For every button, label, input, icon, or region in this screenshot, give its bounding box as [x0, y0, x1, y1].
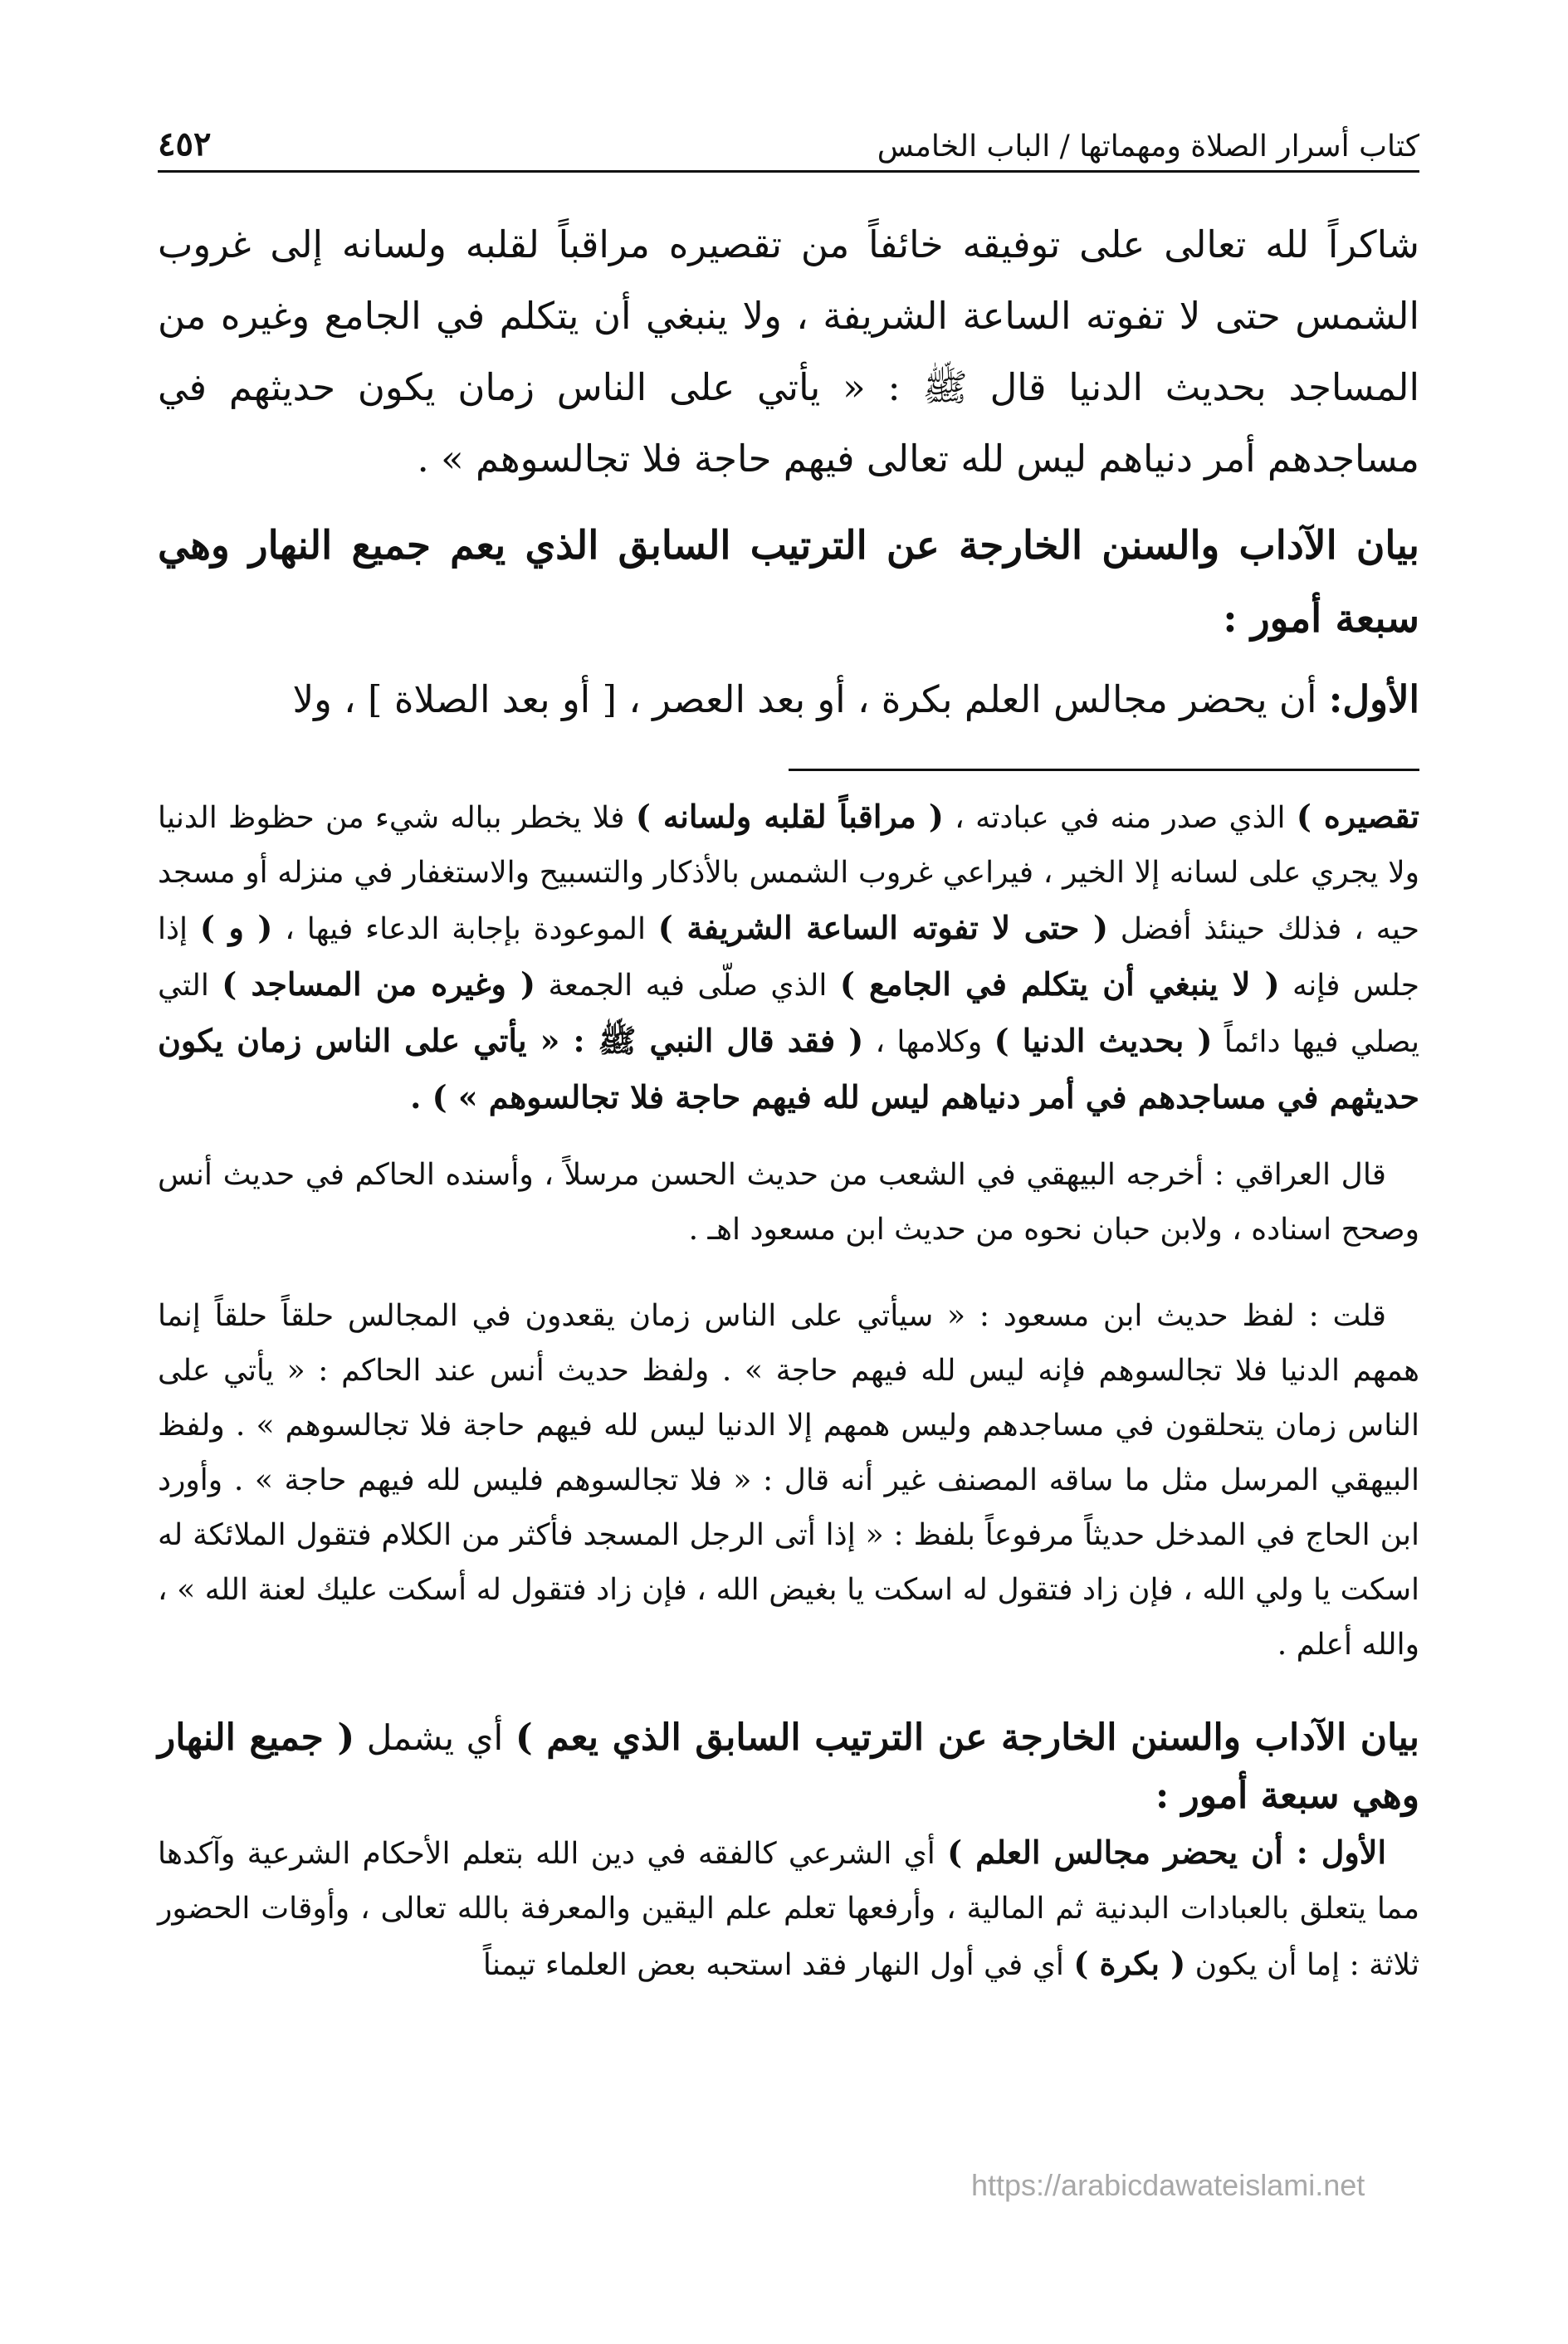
text-run: الذي صلّى فيه الجمعة: [535, 969, 840, 1003]
section-heading: بيان الآداب والسنن الخارجة عن الترتيب السابق الذي يعم جميع النهار وهي سبعة أمور :: [158, 523, 1419, 642]
bold-quote-run: ( و ): [199, 909, 273, 946]
bold-quote-run: الأول : أن يحضر مجالس العلم ): [947, 1834, 1386, 1871]
text-run: الموعودة بإجابة الدعاء فيها ،: [272, 912, 658, 946]
text-run: وكلامها ،: [863, 1025, 994, 1059]
main-paragraph: شاكراً لله تعالى على توفيقه خائفاً من تقصيره مراقباً لقلبه ولسانه إلى غروب الشمس حتى لا تفوته الساعة الشريفة ، ولا ينبغي أن يتكلم في الجامع وغيره من المساجد بحديث الدنيا قال ﷺ : « يأتي على الناس زمان يكون حديثهم في مساجدهم أمر دنياهم ليس لله تعالى فيهم حاجة فلا تجالسوهم » .: [158, 222, 1419, 481]
commentary-heading: [158, 1709, 1419, 1825]
bold-quote-run: ( بكرة ): [1073, 1945, 1186, 1982]
commentary-paragraph: [158, 1825, 1419, 1993]
page-number: ٤٥٢: [158, 125, 212, 164]
bold-quote-run: بيان الآداب والسنن الخارجة عن الترتيب السابق الذي يعم ): [515, 1716, 1419, 1759]
bold-quote-run: ( حتى لا تفوته الساعة الشريفة ): [657, 909, 1108, 946]
first-item-label: الأول:: [1328, 677, 1419, 721]
running-title: كتاب أسرار الصلاة ومهماتها / الباب الخامس: [877, 129, 1419, 164]
text-run: التي يصلي فيها دائماً: [158, 969, 1419, 1059]
commentary-paragraph: قال العراقي : أخرجه البيهقي في الشعب من حديث الحسن مرسلاً ، وأسنده الحاكم في حديث أنس وصحح اسناده ، ولابن حبان نحوه من حديث ابن مسعود اهـ .: [158, 1158, 1419, 1247]
text-run: إذا جلس فإنه: [158, 912, 1419, 1003]
commentary: [158, 789, 1419, 1993]
footnote-divider: [789, 769, 1419, 771]
bold-quote-run: ( بحديث الدنيا ): [994, 1022, 1213, 1059]
first-item-text: أن يحضر مجالس العلم بكرة ، أو بعد العصر ، [ أو بعد الصلاة ] ، ولا: [292, 677, 1317, 721]
text-run: الذي صدر منه في عبادته ،: [943, 801, 1297, 835]
running-header: [158, 125, 1419, 173]
text-run: أي يشمل: [354, 1717, 515, 1758]
bold-quote-run: ( لا ينبغي أن يتكلم في الجامع ): [839, 965, 1280, 1003]
bold-quote-run: تقصيره ): [1296, 798, 1419, 835]
watermark: https://arabicdawateislami.net: [971, 2168, 1365, 2202]
book-page: [158, 125, 1419, 1993]
text-run: أي في أول النهار فقد استحبه بعض العلماء تيمناً: [482, 1948, 1074, 1982]
bold-quote-run: ( فقد قال النبي ﷺ : « يأتي على الناس زمان يكون حديثهم في مساجدهم في أمر دنياهم ليس لله فيهم حاجة فلا تجالسوهم » ) .: [158, 1022, 1419, 1116]
commentary-paragraph: [158, 789, 1419, 1126]
commentary-paragraph: قلت : لفظ حديث ابن مسعود : « سيأتي على الناس زمان يقعدون في المجالس حلقاً حلقاً إنما همهم الدنيا فلا تجالسوهم فإنه ليس لله فيهم حاجة » . ولفظ حديث أنس عند الحاكم : « يأتي على الناس زمان يتحلقون في مساجدهم وليس همهم إلا الدنيا ليس لله فيهم حاجة فلا تجالسوهم » . ولفظ البيهقي المرسل مثل ما ساقه المصنف غير أنه قال : « فلا تجالسوهم فليس لله فيهم حاجة » . وأورد ابن الحاج في المدخل حديثاً مرفوعاً بلفظ : « إذا أتى الرجل المسجد فأكثر من الكلام فتقول الملائكة له اسكت يا ولي الله ، فإن زاد فتقول له اسكت يا بغيض الله ، فإن زاد فتقول له أسكت عليك لعنة الله » ، والله أعلم .: [158, 1299, 1419, 1662]
first-item: [158, 664, 1419, 735]
bold-quote-run: ( جميع النهار وهي سبعة أمور :: [158, 1716, 1419, 1817]
bold-quote-run: ( وغيره من المساجد ): [222, 965, 536, 1003]
bold-quote-run: ( مراقباً لقلبه ولسانه ): [635, 798, 944, 835]
text-run: أي الشرعي كالفقه في دين الله بتعلم الأحكام الشرعية وآكدها مما يتعلق بالعبادات البدنية ثم المالية ، وأرفعها تعلم علم اليقين والمعرفة بالله تعالى ، وأوقات الحضور ثلاثة : إما أن يكون: [158, 1837, 1419, 1982]
text-run: فلا يخطر بباله شيء من حظوظ الدنيا ولا يجري على لسانه إلا الخير ، فيراعي غروب الشمس بالأذكار والتسبيح والاستغفار في منزله أو مسجد حيه ، فذلك حينئذ أفضل: [158, 801, 1419, 946]
main-text: [158, 209, 1419, 735]
